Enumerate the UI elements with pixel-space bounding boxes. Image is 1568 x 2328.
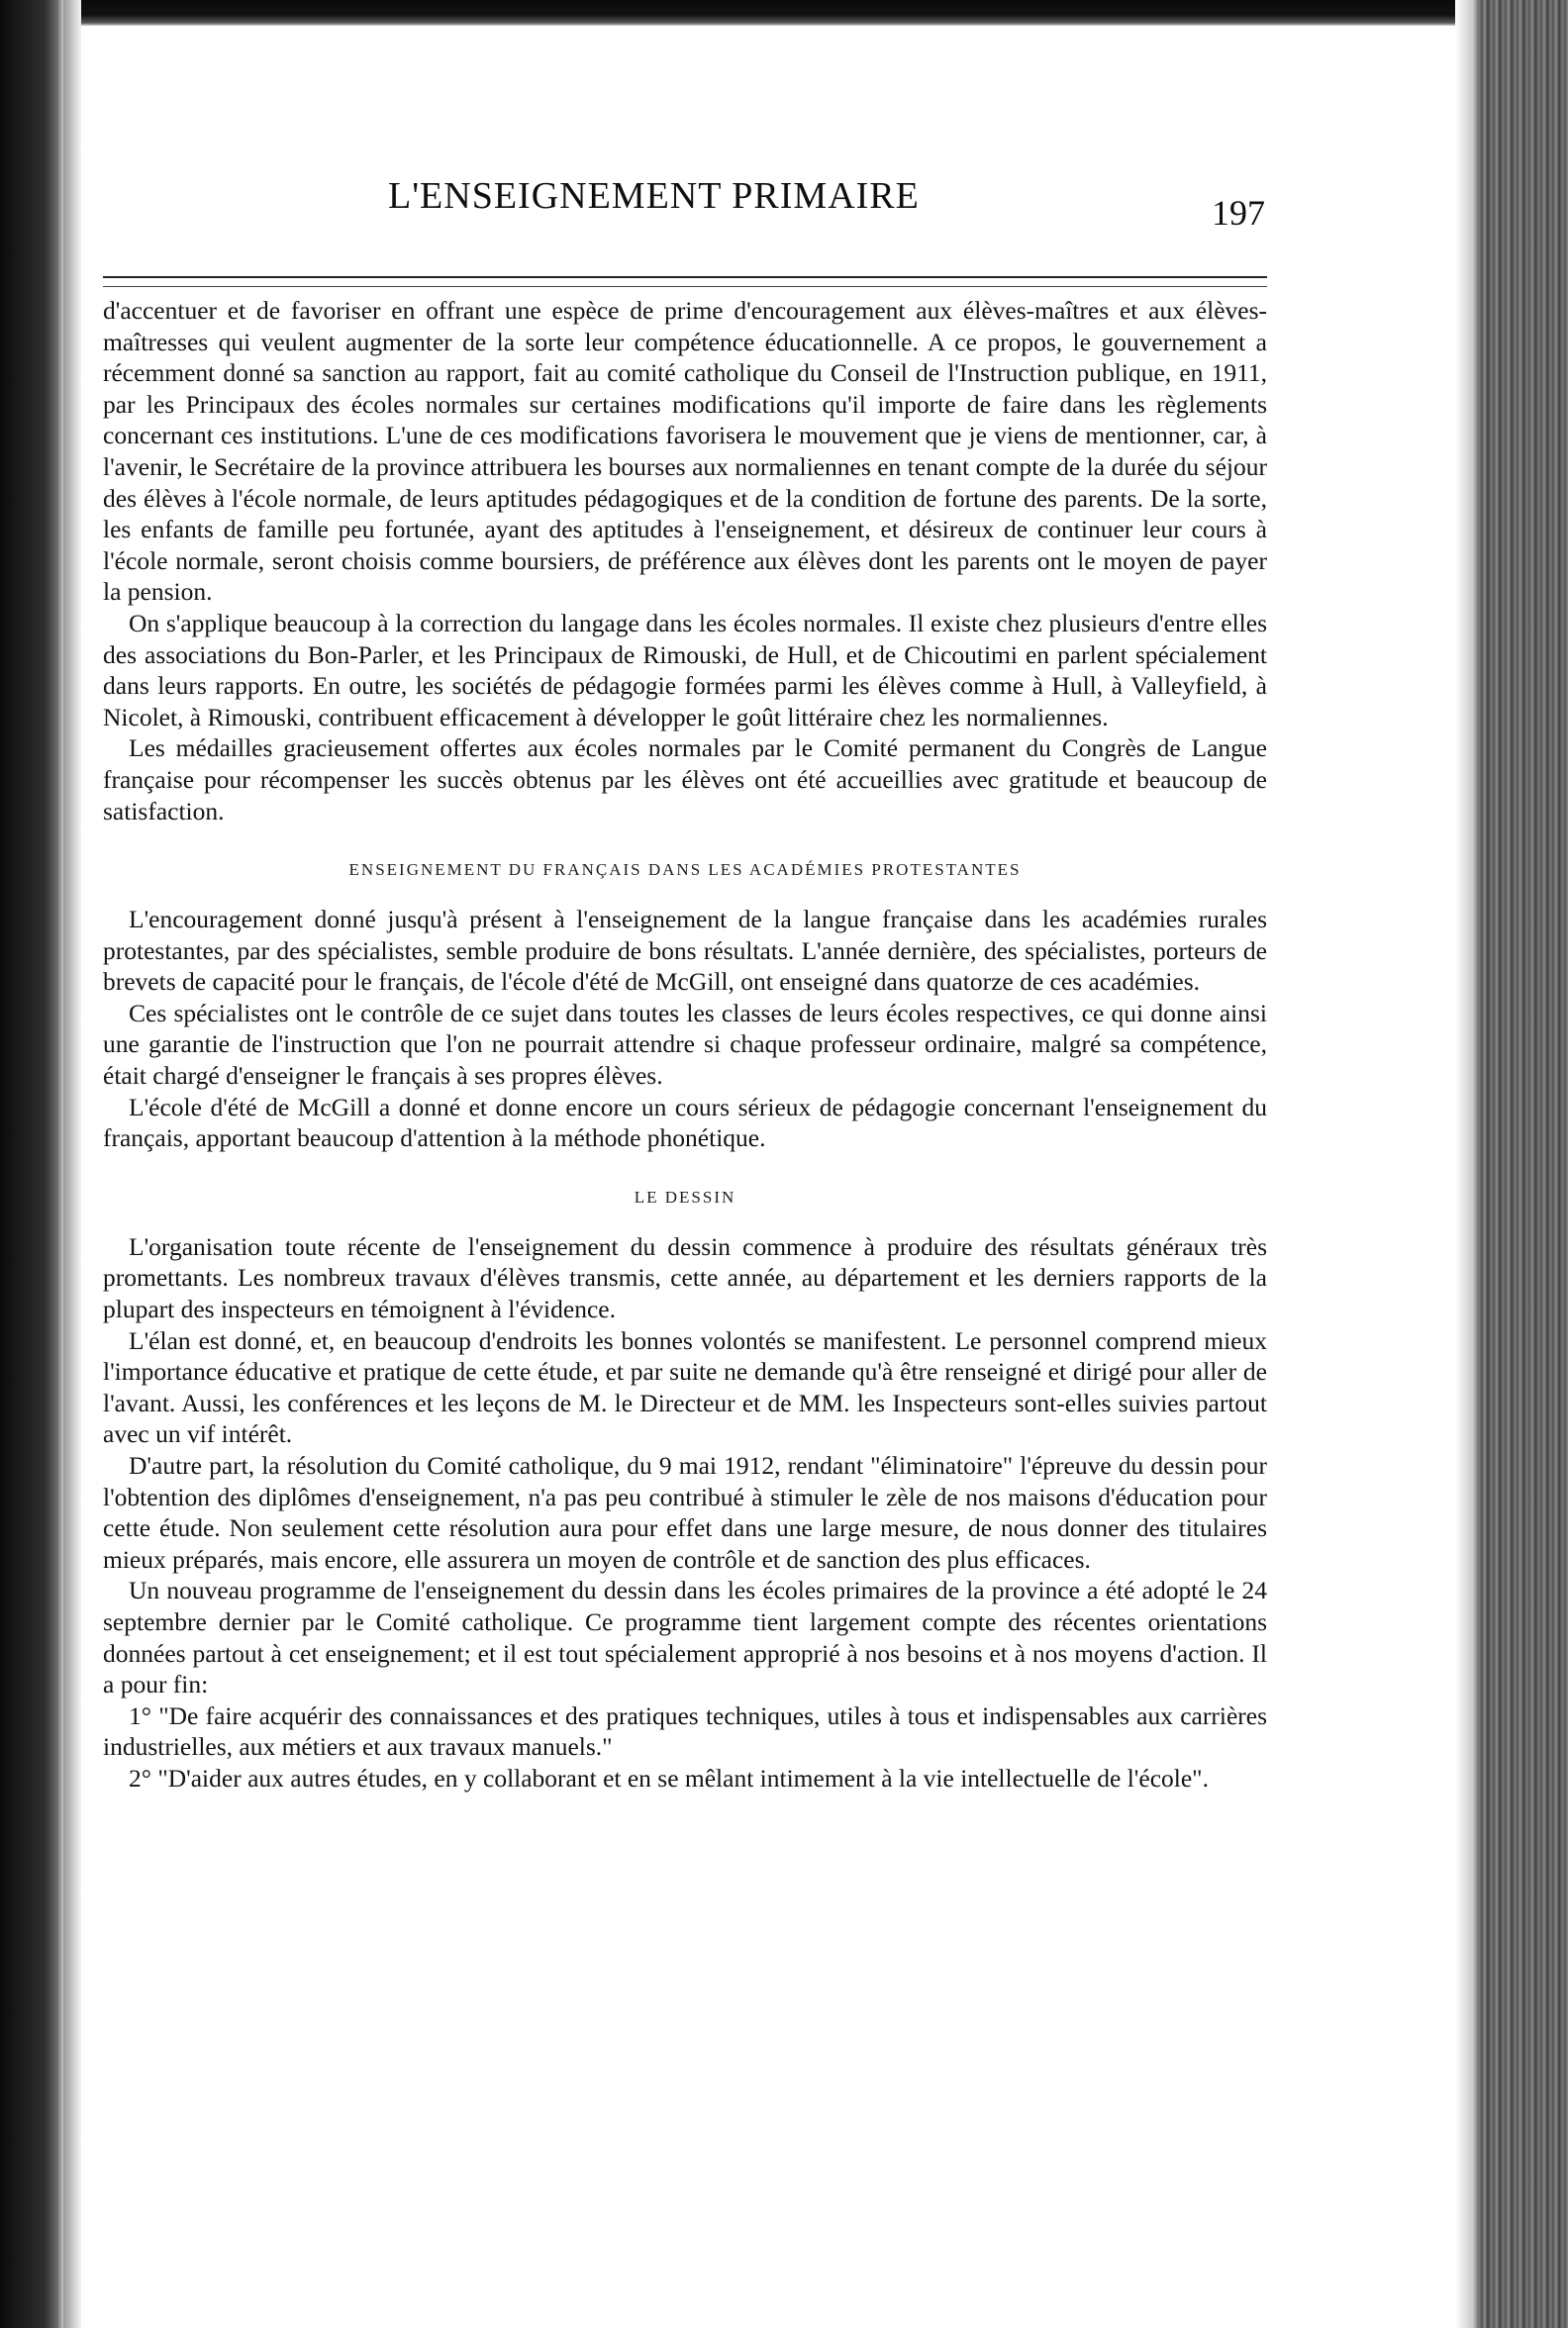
- paragraph: D'autre part, la résolution du Comité catholique, du 9 mai 1912, rendant "éliminatoire" l'épreuve du dessin pour l'obtention des diplômes d'enseignement, n'a pas peu contribué à stimuler le zèle de nos maisons d'éducation pour cette étude. Non seulement cette résolution aura pour effet dans une large mesure, de nous donner des titulaires mieux préparés, mais encore, elle assurera un moyen de contrôle et de sanction des plus efficaces.: [103, 1451, 1267, 1574]
- paragraph: Les médailles gracieusement offertes aux écoles normales par le Comité permanent du Congrès de Langue française pour récompenser les succès obtenus par les élèves ont été accueillies avec gratitude et beaucoup de satisfaction.: [103, 733, 1267, 825]
- header-rule: [103, 276, 1267, 287]
- page-right-shadow: [1455, 0, 1481, 2328]
- paragraph: Un nouveau programme de l'enseignement du dessin dans les écoles primaires de la province a été adopté le 24 septembre dernier par le Comité catholique. Ce programme tient largement compte des récentes orientations données partout à cet enseignement; et il est tout spécialement approprié à nos besoins et à nos moyens d'action. Il a pour fin:: [103, 1576, 1267, 1699]
- list-item: 2° "D'aider aux autres études, en y collaborant et en se mêlant intimement à la vie intellectuelle de l'école".: [129, 1763, 1209, 1793]
- page-body: [103, 295, 1267, 1794]
- scan-left-gutter: [63, 0, 81, 2328]
- book-page-edges: [1479, 0, 1568, 2328]
- scan-top-edge: [0, 0, 1568, 26]
- running-head: [99, 168, 1267, 233]
- paragraph: L'élan est donné, et, en beaucoup d'endroits les bonnes volontés se manifestent. Le personnel comprend mieux l'importance éducative et pratique de cette étude, et par suite ne demande qu'à être renseigné et dirigé pour aller de l'avant. Aussi, les conférences et les leçons de M. le Directeur et de MM. les Inspecteurs sont-elles suivies partout avec un vif intérêt.: [103, 1325, 1267, 1449]
- section-heading-dessin: LE DESSIN: [634, 1187, 736, 1207]
- list-item: 1° "De faire acquérir des connaissances et des pratiques techniques, utiles à tous et indispensables aux carrières industrielles, aux métiers et aux travaux manuels.": [103, 1700, 1267, 1762]
- scan-left-edge: [0, 0, 63, 2328]
- paragraph: On s'applique beaucoup à la correction du langage dans les écoles normales. Il existe chez plusieurs d'entre elles des associations du Bon-Parler, et les Principaux de Rimouski, de Hull, et de Chicoutimi en parlent spécialement dans leurs rapports. En outre, les sociétés de pédagogie formées parmi les élèves comme à Hull, à Valleyfield, à Nicolet, à Rimouski, contribuent efficacement à développer le goût littéraire chez les normaliennes.: [103, 608, 1267, 731]
- paragraph: L'encouragement donné jusqu'à présent à l'enseignement de la langue française dans les académies rurales protestantes, par des spécialistes, semble produire de bons résultats. L'année dernière, des spécialistes, porteurs de brevets de capacité pour le français, de l'école d'été de McGill, ont enseigné dans quatorze de ces académies.: [103, 905, 1267, 997]
- paragraph: Ces spécialistes ont le contrôle de ce sujet dans toutes les classes de leurs écoles respectives, ce qui donne ainsi une garantie de l'instruction que l'on ne pourrait attendre si chaque professeur ordinaire, malgré sa compétence, était chargé d'enseigner le français à ses propres élèves.: [103, 998, 1267, 1091]
- paragraph: d'accentuer et de favoriser en offrant une espèce de prime d'encouragement aux élèves-maîtres et aux élèves-maîtresses qui veulent augmenter de la sorte leur compétence éducationnelle. A ce propos, le gouvernement a récemment donné sa sanction au rapport, fait au comité catholique du Conseil de l'Instruction publique, en 1911, par les Principaux des écoles normales sur certaines modifications qu'il importe de faire dans les règlements concernant ces institutions. L'une de ces modifications favorisera le mouvement que je viens de mentionner, car, à l'avenir, le Secrétaire de la province attribuera les bourses aux normaliennes en tenant compte de la durée du séjour des élèves à l'école normale, de leurs aptitudes pédagogiques et de la condition de fortune des parents. De la sorte, les enfants de famille peu fortunée, ayant des aptitudes à l'enseignement, et désireux de continuer leur cours à l'école normale, seront choisis comme boursiers, de préférence aux élèves dont les parents ont le moyen de payer la pension.: [103, 296, 1267, 607]
- paragraph: L'organisation toute récente de l'enseignement du dessin commence à produire des résultats généraux très promettants. Les nombreux travaux d'élèves transmis, cette année, au département et les derniers rapports de la plupart des inspecteurs en témoignent à l'évidence.: [103, 1231, 1267, 1324]
- running-title: L'ENSEIGNEMENT PRIMAIRE: [388, 175, 920, 217]
- paragraph: L'école d'été de McGill a donné et donne encore un cours sérieux de pédagogie concernant l'enseignement du français, apportant beaucoup d'attention à la méthode phonétique.: [103, 1092, 1267, 1153]
- page-number: 197: [1212, 193, 1265, 233]
- section-heading-academies: ENSEIGNEMENT DU FRANÇAIS DANS LES ACADÉMIES PROTESTANTES: [348, 860, 1022, 880]
